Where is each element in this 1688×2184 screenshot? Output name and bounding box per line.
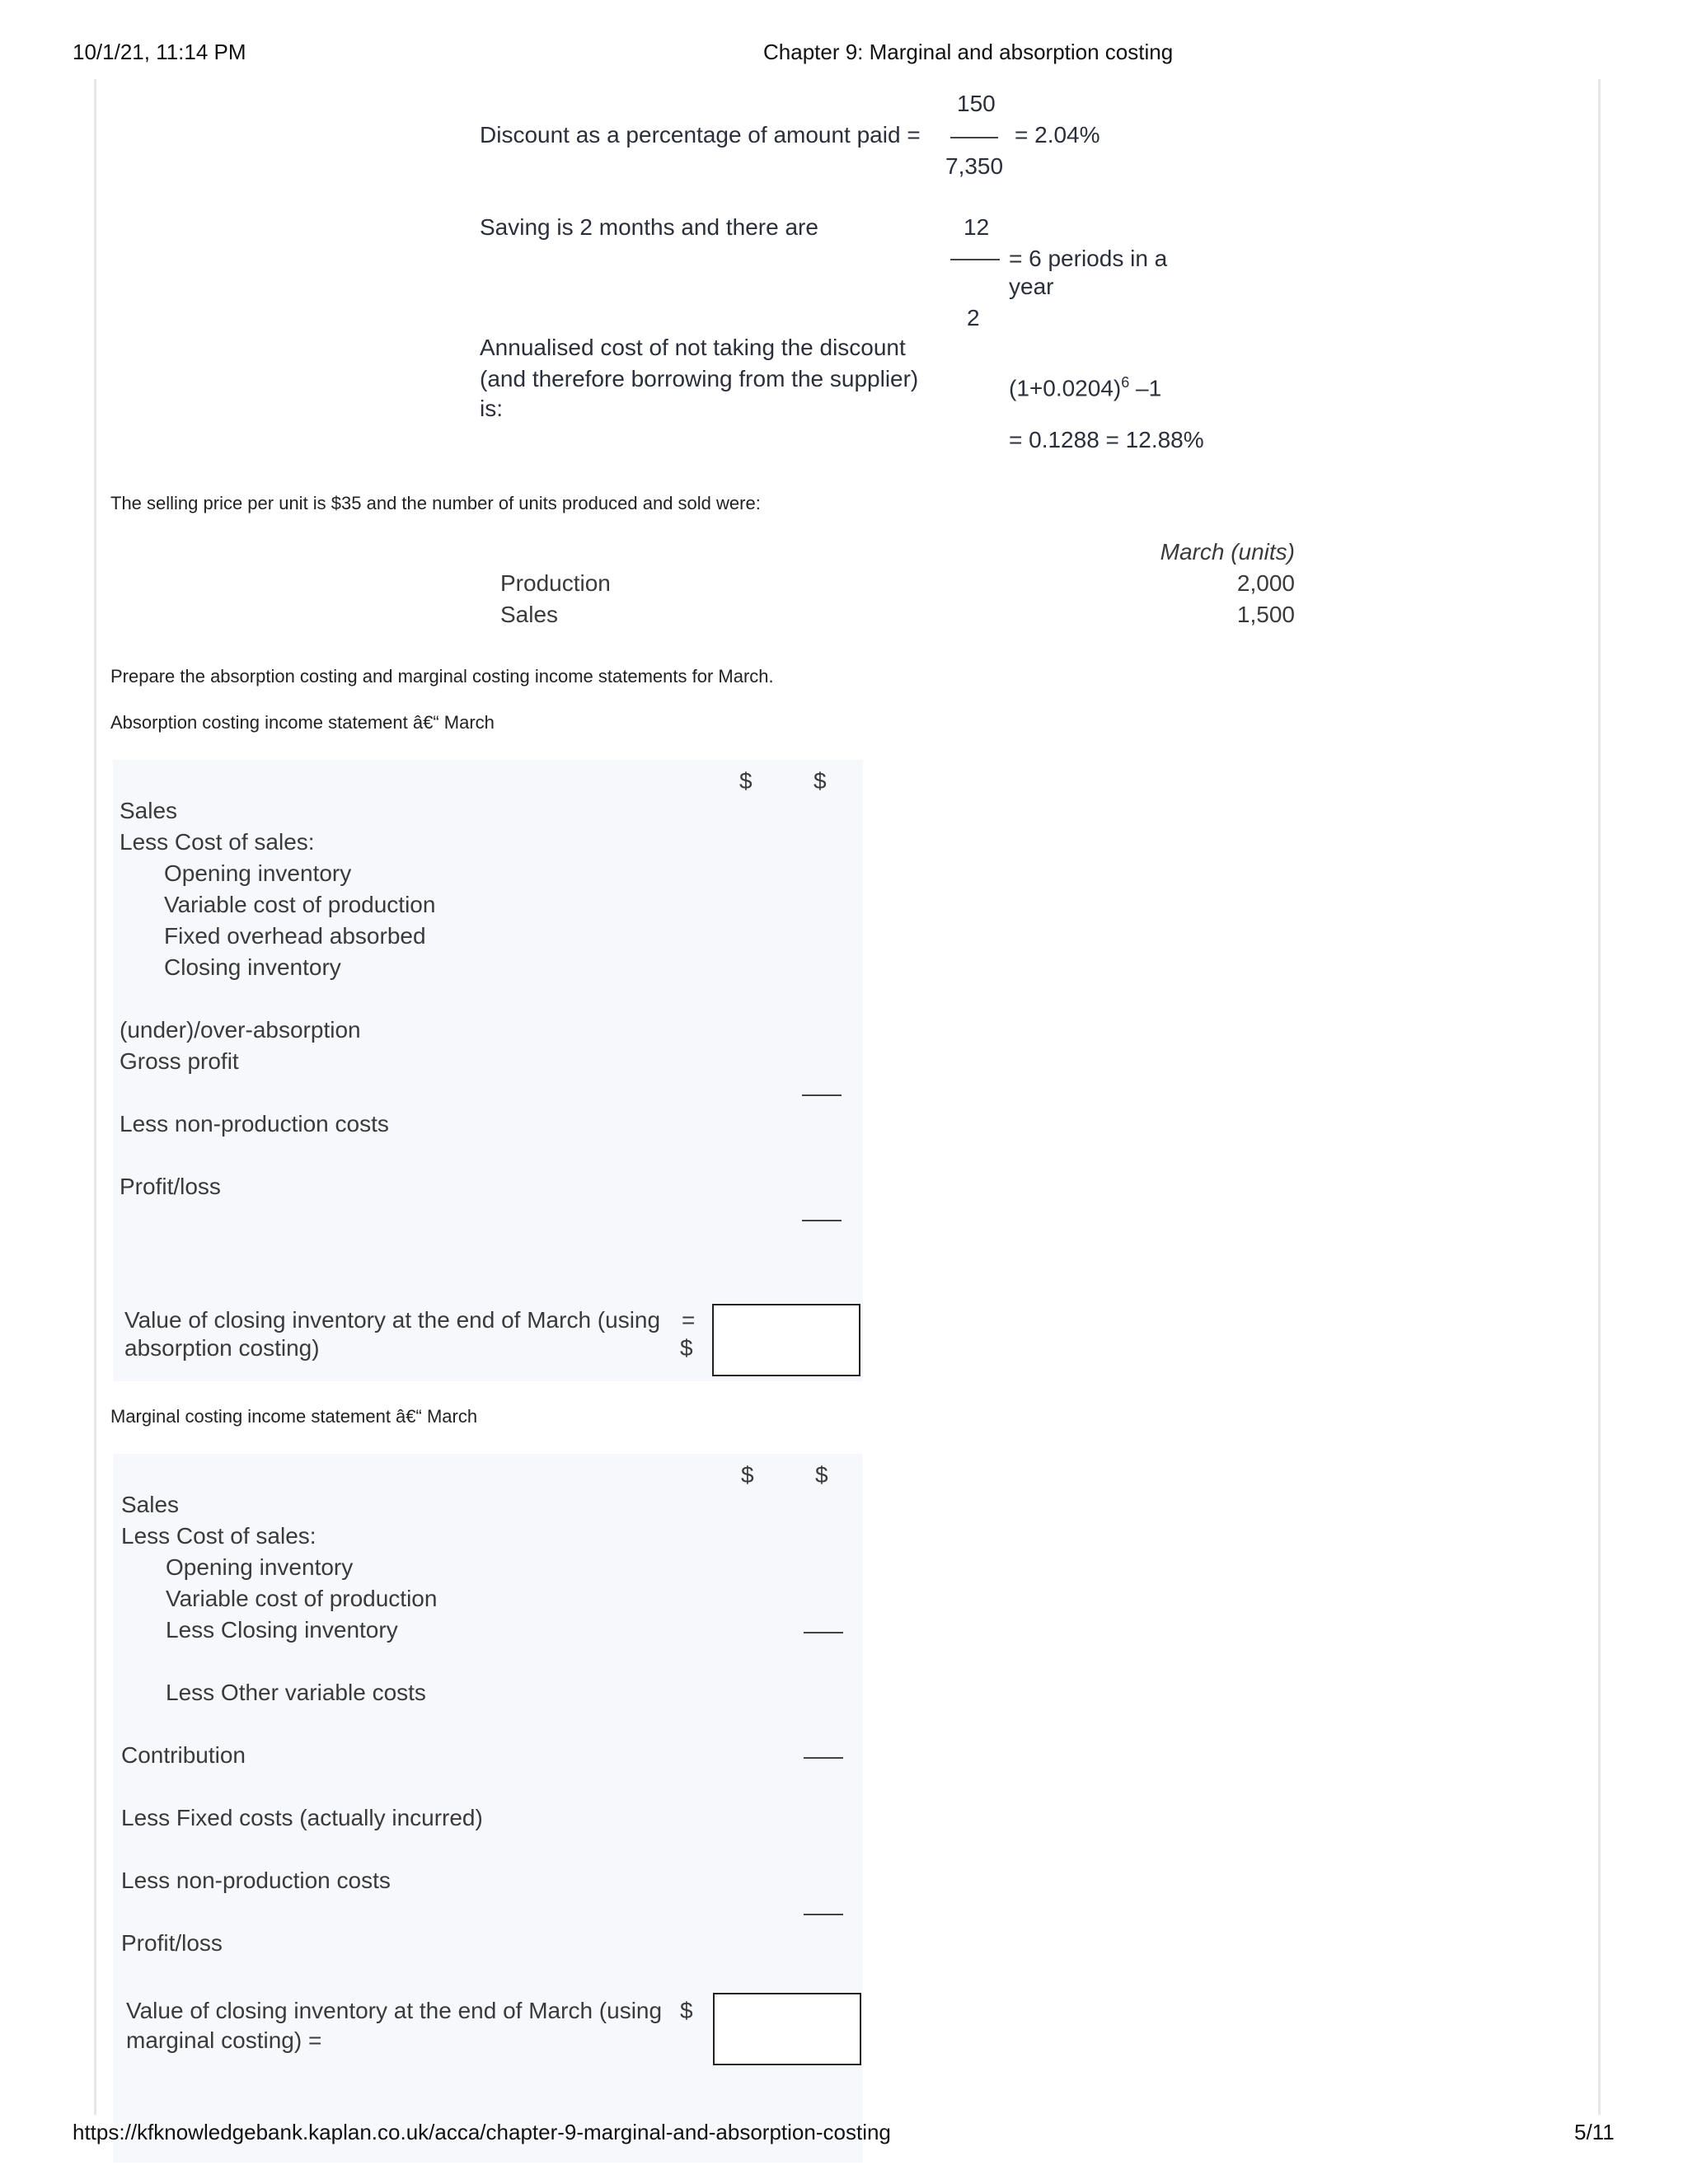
absorption-fixed-overhead: Fixed overhead absorbed [164,923,426,949]
absorption-dollar-sign: $ [680,1335,693,1361]
marginal-sales: Sales [121,1492,180,1517]
saving-fraction-bar [950,259,1000,260]
saving-numerator: 12 [964,214,990,240]
absorption-subtotal-line-2 [802,1220,842,1221]
absorption-non-production: Less non-production costs [120,1111,389,1137]
absorption-col1-header: $ [739,768,753,794]
page-url: https://kfknowledgebank.kaplan.co.uk/acca/chapter-9-marginal-and-absorption-costing [73,2120,891,2144]
absorption-statement [113,760,863,1381]
print-datetime: 10/1/21, 11:14 PM [73,40,246,64]
marginal-col2-header: $ [815,1462,828,1488]
units-row-sales-value: 1,500 [1236,602,1295,627]
absorption-closing-inventory: Closing inventory [164,954,341,980]
prepare-text: Prepare the absorption costing and marginal costing income statements for March. [110,666,774,687]
marginal-col1-header: $ [741,1462,754,1488]
marginal-variable-cost: Variable cost of production [166,1586,438,1611]
marginal-profit-loss: Profit/loss [121,1930,223,1956]
annualised-line2: (and therefore borrowing from the supplier) [480,366,919,391]
absorption-less-cost-of-sales: Less Cost of sales: [120,829,315,855]
marginal-closing-value-answer-box[interactable] [713,1993,861,2065]
marginal-closing-value-line2: marginal costing) = [126,2027,322,2053]
absorption-heading: Absorption costing income statement â€“ March [110,712,495,733]
marginal-less-closing-inventory: Less Closing inventory [166,1617,398,1643]
marginal-statement [113,1454,863,2163]
absorption-equals-sign: = [682,1307,696,1333]
saving-result-line1: = 6 periods in a [1009,246,1168,271]
marginal-fixed-costs: Less Fixed costs (actually incurred) [121,1805,483,1830]
saving-label: Saving is 2 months and there are [480,214,818,240]
page-number: 5/11 [1574,2120,1615,2144]
page-title: Chapter 9: Marginal and absorption costing [763,40,1174,64]
annualised-line1: Annualised cost of not taking the discount [480,335,906,360]
absorption-closing-value-line1: Value of closing inventory at the end of March (using [124,1307,661,1333]
discount-fraction-bar [950,137,998,138]
annualised-formula: $(1+0.0204)^6$ –1 [1009,374,1162,401]
marginal-subtotal-line-1 [804,1632,843,1633]
marginal-closing-value-line1: Value of closing inventory at the end of March (using [126,1998,663,2023]
marginal-heading: Marginal costing income statement â€“ March [110,1406,478,1427]
units-row-production-value: 2,000 [1236,570,1295,596]
units-table [500,532,1300,640]
absorption-closing-value-line2: absorption costing) [124,1335,320,1361]
discount-denominator: 7,350 [945,153,1004,179]
absorption-under-over: (under)/over-absorption [120,1017,361,1043]
absorption-closing-value-answer-box[interactable] [712,1304,860,1376]
saving-result-line2: year [1009,274,1054,299]
absorption-profit-loss: Profit/loss [120,1174,221,1199]
marginal-dollar-sign: $ [680,1998,693,2023]
absorption-variable-cost: Variable cost of production [164,892,436,917]
units-row-production-label: Production [500,570,611,596]
discount-result: = 2.04% [1015,122,1100,148]
marginal-opening-inventory: Opening inventory [166,1554,354,1580]
intro-text: The selling price per unit is $35 and the number of units produced and sold were: [110,493,761,513]
discount-label: Discount as a percentage of amount paid = [480,122,921,148]
absorption-sales: Sales [120,798,178,823]
saving-denominator: 2 [967,305,980,330]
marginal-subtotal-line-3 [804,1914,843,1915]
annualised-line3: is: [480,396,503,421]
marginal-contribution: Contribution [121,1742,246,1768]
marginal-less-cost-of-sales: Less Cost of sales: [121,1523,316,1549]
marginal-other-variable-costs: Less Other variable costs [166,1680,426,1705]
units-row-sales-label: Sales [500,602,559,627]
marginal-subtotal-line-2 [804,1757,843,1759]
discount-numerator: 150 [957,91,996,116]
absorption-subtotal-line-1 [802,1094,842,1096]
document-body [94,79,1601,2115]
absorption-col2-header: $ [814,768,827,794]
marginal-non-production: Less non-production costs [121,1868,391,1893]
absorption-opening-inventory: Opening inventory [164,860,352,886]
units-table-header: March (units) [1160,539,1295,565]
absorption-gross-profit: Gross profit [120,1048,239,1074]
annualised-result: = 0.1288 = 12.88% [1009,427,1204,452]
